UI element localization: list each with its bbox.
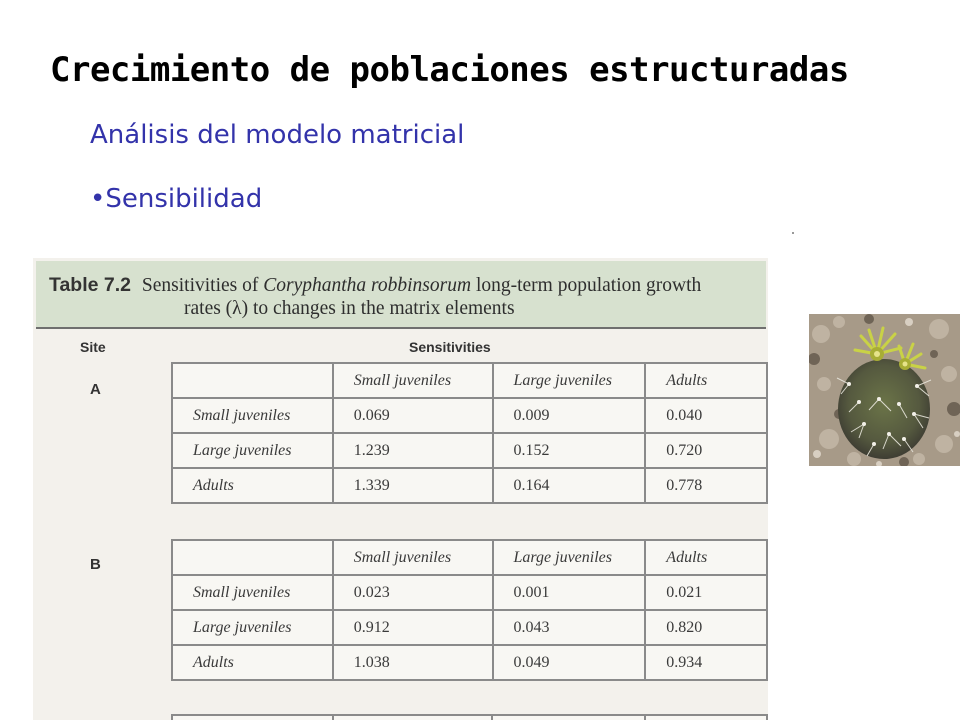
table-cell: 0.023 xyxy=(333,575,493,610)
sensitivities-header: Sensitivities xyxy=(409,339,491,355)
table-row xyxy=(172,468,767,503)
row-label: Adults xyxy=(172,468,333,503)
table-cell: 1.239 xyxy=(333,433,493,468)
table-row xyxy=(172,433,767,468)
caption-species: Coryphantha robbinsorum xyxy=(263,275,472,296)
table-caption xyxy=(36,261,766,329)
caption-line-2: rates (λ) to changes in the matrix elements xyxy=(184,298,515,319)
slide-subtitle: Análisis del modelo matricial xyxy=(90,120,465,150)
column-header: Adults xyxy=(645,363,767,398)
table-cell: 0.164 xyxy=(493,468,646,503)
table-cell: 0.820 xyxy=(645,610,767,645)
caption-post: long-term population growth xyxy=(475,275,702,296)
table-label: Table 7.2 xyxy=(49,274,132,296)
site-label-b: B xyxy=(90,556,101,573)
table-cell: 0.049 xyxy=(493,645,646,680)
row-label: Large juveniles xyxy=(172,433,333,468)
table-cell: 0.152 xyxy=(493,433,646,468)
column-header: Large juveniles xyxy=(493,540,646,575)
table-cell: 0.043 xyxy=(493,610,646,645)
table-header-row xyxy=(172,540,767,575)
cactus-image xyxy=(809,314,960,466)
table-cell: 1.339 xyxy=(333,468,493,503)
row-label: Small juveniles xyxy=(172,575,333,610)
sensitivity-table-c-partial xyxy=(171,714,768,720)
column-header: Small juveniles xyxy=(333,363,493,398)
table-cell: 0.912 xyxy=(333,610,493,645)
row-label: Adults xyxy=(172,645,333,680)
table-scan xyxy=(33,258,768,720)
sensitivity-table-b xyxy=(171,539,768,681)
table-row xyxy=(172,575,767,610)
column-header: Adults xyxy=(645,540,767,575)
table-cell: 0.720 xyxy=(645,433,767,468)
column-header: Large juveniles xyxy=(493,363,646,398)
caption-line-1 xyxy=(49,274,701,297)
table-cell: 0.778 xyxy=(645,468,767,503)
column-header: Small juveniles xyxy=(333,540,493,575)
table-row xyxy=(172,398,767,433)
table-cell: 0.021 xyxy=(645,575,767,610)
cactus-photo xyxy=(809,314,960,466)
corner-cell xyxy=(172,363,333,398)
table-cell: 0.069 xyxy=(333,398,493,433)
table-cell: 0.001 xyxy=(493,575,646,610)
corner-cell xyxy=(172,540,333,575)
table-row xyxy=(172,715,767,720)
scan-speck xyxy=(792,232,794,234)
table-cell: 0.040 xyxy=(645,398,767,433)
caption-pre: Sensitivities of xyxy=(141,275,259,296)
table-cell: 0.934 xyxy=(645,645,767,680)
table-row xyxy=(172,645,767,680)
table-cell: 0.009 xyxy=(493,398,646,433)
table-row xyxy=(172,610,767,645)
table-cell: 1.038 xyxy=(333,645,493,680)
row-label: Large juveniles xyxy=(172,610,333,645)
table-header-row xyxy=(172,363,767,398)
bullet-item: •Sensibilidad xyxy=(90,184,263,214)
site-label-a: A xyxy=(90,381,101,398)
slide-title: Crecimiento de poblaciones estructuradas xyxy=(50,50,849,90)
sensitivity-table-a xyxy=(171,362,768,504)
site-header: Site xyxy=(80,339,106,355)
row-label: Small juveniles xyxy=(172,398,333,433)
